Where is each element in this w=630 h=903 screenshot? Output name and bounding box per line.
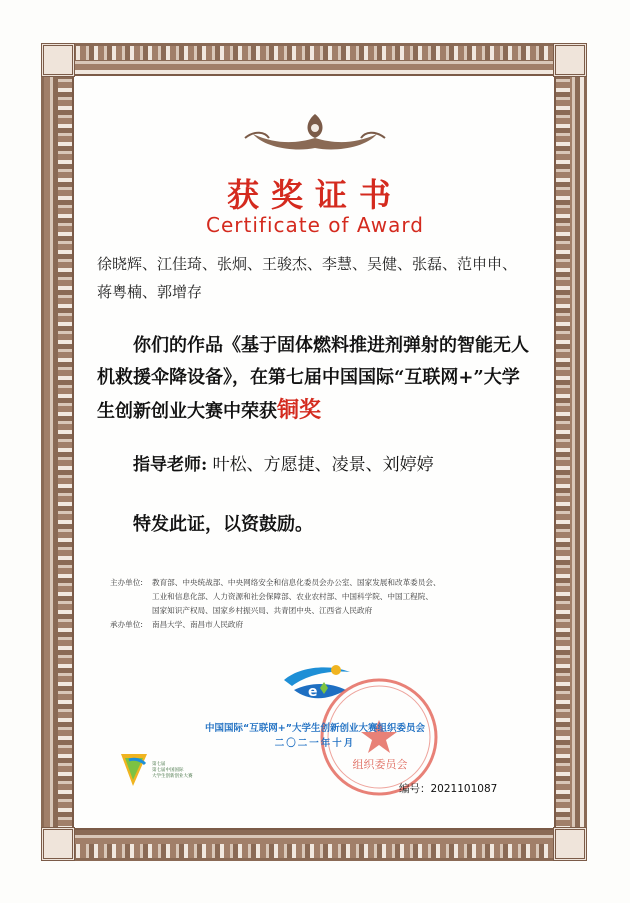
logo-text-2: 第七届中国国际 [152, 768, 184, 773]
corner-ornament-top-right [553, 43, 587, 77]
certificate-title: 获奖证书 [226, 176, 403, 214]
competition-logo-icon [119, 750, 149, 790]
host-organizers [110, 576, 530, 618]
recipient-names [97, 250, 537, 306]
undertake-label: 承办单位: [110, 620, 143, 629]
serial-label: 编号： [399, 783, 431, 795]
host-label: 主办单位: [110, 578, 143, 587]
undertake-list: 南昌大学、南昌市人民政府 [152, 620, 244, 629]
corner-ornament-top-left [41, 43, 75, 77]
closing-statement: 特发此证，以资鼓励。 [133, 514, 313, 535]
certificate-subtitle: Certificate of Award [206, 213, 424, 237]
corner-ornament-bottom-left [41, 827, 75, 861]
serial-number [399, 781, 497, 796]
scroll-ornament-icon [235, 108, 395, 156]
organizers-block [110, 576, 530, 632]
advisor-label: 指导老师: [133, 455, 208, 475]
names-line-1: 徐晓辉、江佳琦、张炯、王骏杰、李慧、吴健、张磊、范申申、 [97, 255, 518, 273]
committee-name: 中国国际“互联网+”大学生创新创业大赛组织委员会 [205, 723, 425, 734]
competition-logo-text [152, 762, 252, 780]
serial-value: 2021101087 [430, 783, 498, 795]
corner-ornament-bottom-right [553, 827, 587, 861]
host-list [152, 576, 530, 618]
host-line-3: 国家知识产权局、国家乡村振兴局、共青团中央、江西省人民政府 [152, 606, 373, 615]
host-line-2: 工业和信息化部、人力资源和社会保障部、农业农村部、中国科学院、中国工程院、 [152, 592, 433, 601]
svg-text:e: e [308, 684, 318, 700]
award-level: 铜奖 [277, 397, 322, 423]
award-statement [97, 330, 537, 428]
logo-text-3: 大学生创新创业大赛 [152, 774, 193, 779]
host-line-1: 教育部、中央统战部、中央网络安全和信息化委员会办公室、国家发展和改革委员会、 [152, 578, 441, 587]
award-statement-text: 你们的作品《基于固体燃料推进剂弹射的智能无人机救援伞降设备》，在第七届中国国际“互联网+”大学生创新创业大赛中荣获 [97, 335, 529, 422]
undertaking-organizers [110, 618, 530, 632]
seal-text: 组织委员会 [352, 758, 408, 771]
issue-date: 二〇二一年十月 [274, 738, 356, 749]
names-line-2: 蒋粤楠、郭增存 [97, 283, 203, 301]
advisor-line [133, 450, 434, 475]
advisor-names: 叶松、方愿捷、凌景、刘婷婷 [207, 455, 434, 475]
logo-text-1: 第七届 [152, 762, 166, 767]
